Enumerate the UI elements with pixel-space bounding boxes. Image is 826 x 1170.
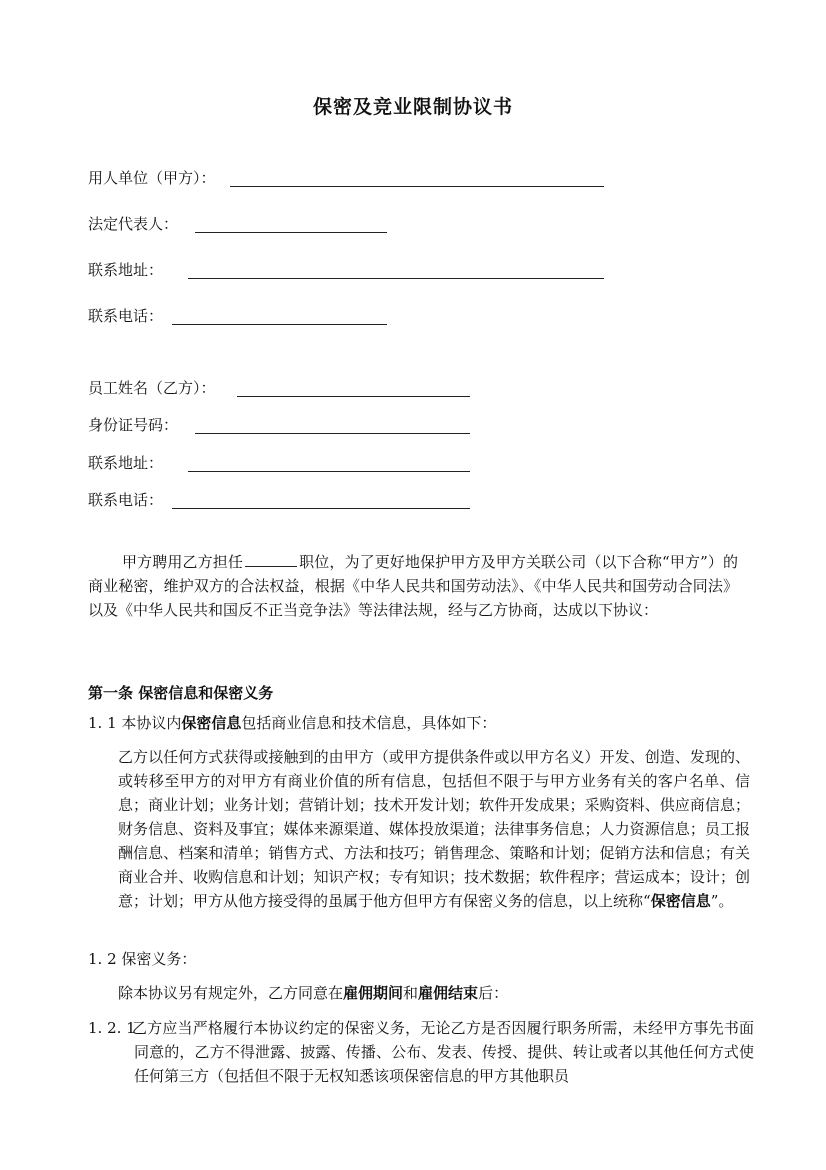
party-a-address-blank [188,278,604,279]
party-a-rep-field [88,213,178,235]
party-b-name-blank [237,396,470,397]
intro-paragraph [88,550,738,622]
party-b-id-field [88,414,178,436]
party-a-rep-blank [195,232,387,233]
employment-end-bold: 雇佣结束 [418,984,479,1002]
section-1-1-prefix: 1. 1 本协议内 [88,714,182,732]
party-b-phone-label: 联系电话： [88,491,164,509]
party-b-phone-blank [172,508,470,509]
party-a-phone-label: 联系电话： [88,307,164,325]
section-1-2-body-and: 和 [403,984,419,1002]
section-1-2-body-a: 除本协议另有规定外，乙方同意在 [118,984,344,1002]
party-a-address-field [88,259,163,281]
party-a-unit-field [88,167,216,189]
section-1-1 [88,711,496,735]
section-1-1-bold: 保密信息 [181,714,242,732]
intro-text-start: 甲方聘用乙方担任 [122,553,243,571]
party-a-unit-blank [230,186,604,187]
party-b-id-label: 身份证号码： [88,416,179,434]
party-b-address-field [88,452,163,474]
section-1-1-body-end: ”。 [710,892,734,910]
party-b-address-blank [188,471,470,472]
section-1-1-body-bold: 保密信息 [650,892,711,910]
article-1-heading: 第一条 保密信息和保密义务 [88,684,274,702]
section-1-2: 1. 2 保密义务： [88,950,197,968]
section-1-2-1-number: 1. 2. 1 [88,1019,136,1037]
section-1-2-1-text: 乙方应当严格履行本协议约定的保密义务，无论乙方是否因履行职务所需，未经甲方事先书面同意的，乙方不得泄露、披露、传播、公布、发表、传授、提供、转让或者以其他任何方式使任何第三方（包括但不限于无权知悉该项保密信息的甲方其他职员 [132,1019,754,1085]
intro-text-rest: 职位，为了更好地保护甲方及甲方关联公司（以下合称“甲方”）的商业秘密，维护双方的合法权益，根据《中华人民共和国劳动法》、《中华人民共和国劳动合同法》以及《中华人民共和国反不正当竞争法》等法律法规，经与乙方协商，达成以下协议： [88,553,738,619]
party-a-phone-field [88,305,163,327]
section-1-1-body [118,745,750,913]
party-a-rep-label: 法定代表人： [88,215,179,233]
party-b-id-blank [195,433,470,434]
employment-period-bold: 雇佣期间 [343,984,404,1002]
section-1-2-body-d: 后： [478,984,509,1002]
party-b-address-label: 联系地址： [88,454,164,472]
party-b-name-label: 员工姓名（乙方）： [88,379,216,397]
party-a-phone-blank [172,324,387,325]
document-title: 保密及竞业限制协议书 [312,96,513,118]
section-1-1-body-text: 乙方以任何方式获得或接触到的由甲方（或甲方提供条件或以甲方名义）开发、创造、发现的、或转移至甲方的对甲方有商业价值的所有信息，包括但不限于与甲方业务有关的客户名单、信息；商业计划；业务计划；营销计划；技术开发计划；软件开发成果；采购资料、供应商信息；财务信息、资料及事宜；媒体来源渠道、媒体投放渠道；法律事务信息；人力资源信息；员工报酬信息、档案和清单；销售方式、方法和技巧；销售理念、策略和计划；促销方法和信息；有关商业合并、收购信息和计划；知识产权；专有知识；技术数据；软件程序；营运成本；设计；创意；计划；甲方从他方接受得的虽属于他方但甲方有保密义务的信息，以上统称“ [118,748,750,910]
section-1-1-suffix: 包括商业信息和技术信息，具体如下： [241,714,497,732]
party-b-name-field [88,377,216,399]
position-blank [245,550,297,567]
party-b-phone-field [88,489,163,511]
section-1-2-body [118,981,508,1005]
party-a-address-label: 联系地址： [88,261,164,279]
party-a-unit-label: 用人单位（甲方）： [88,169,216,187]
